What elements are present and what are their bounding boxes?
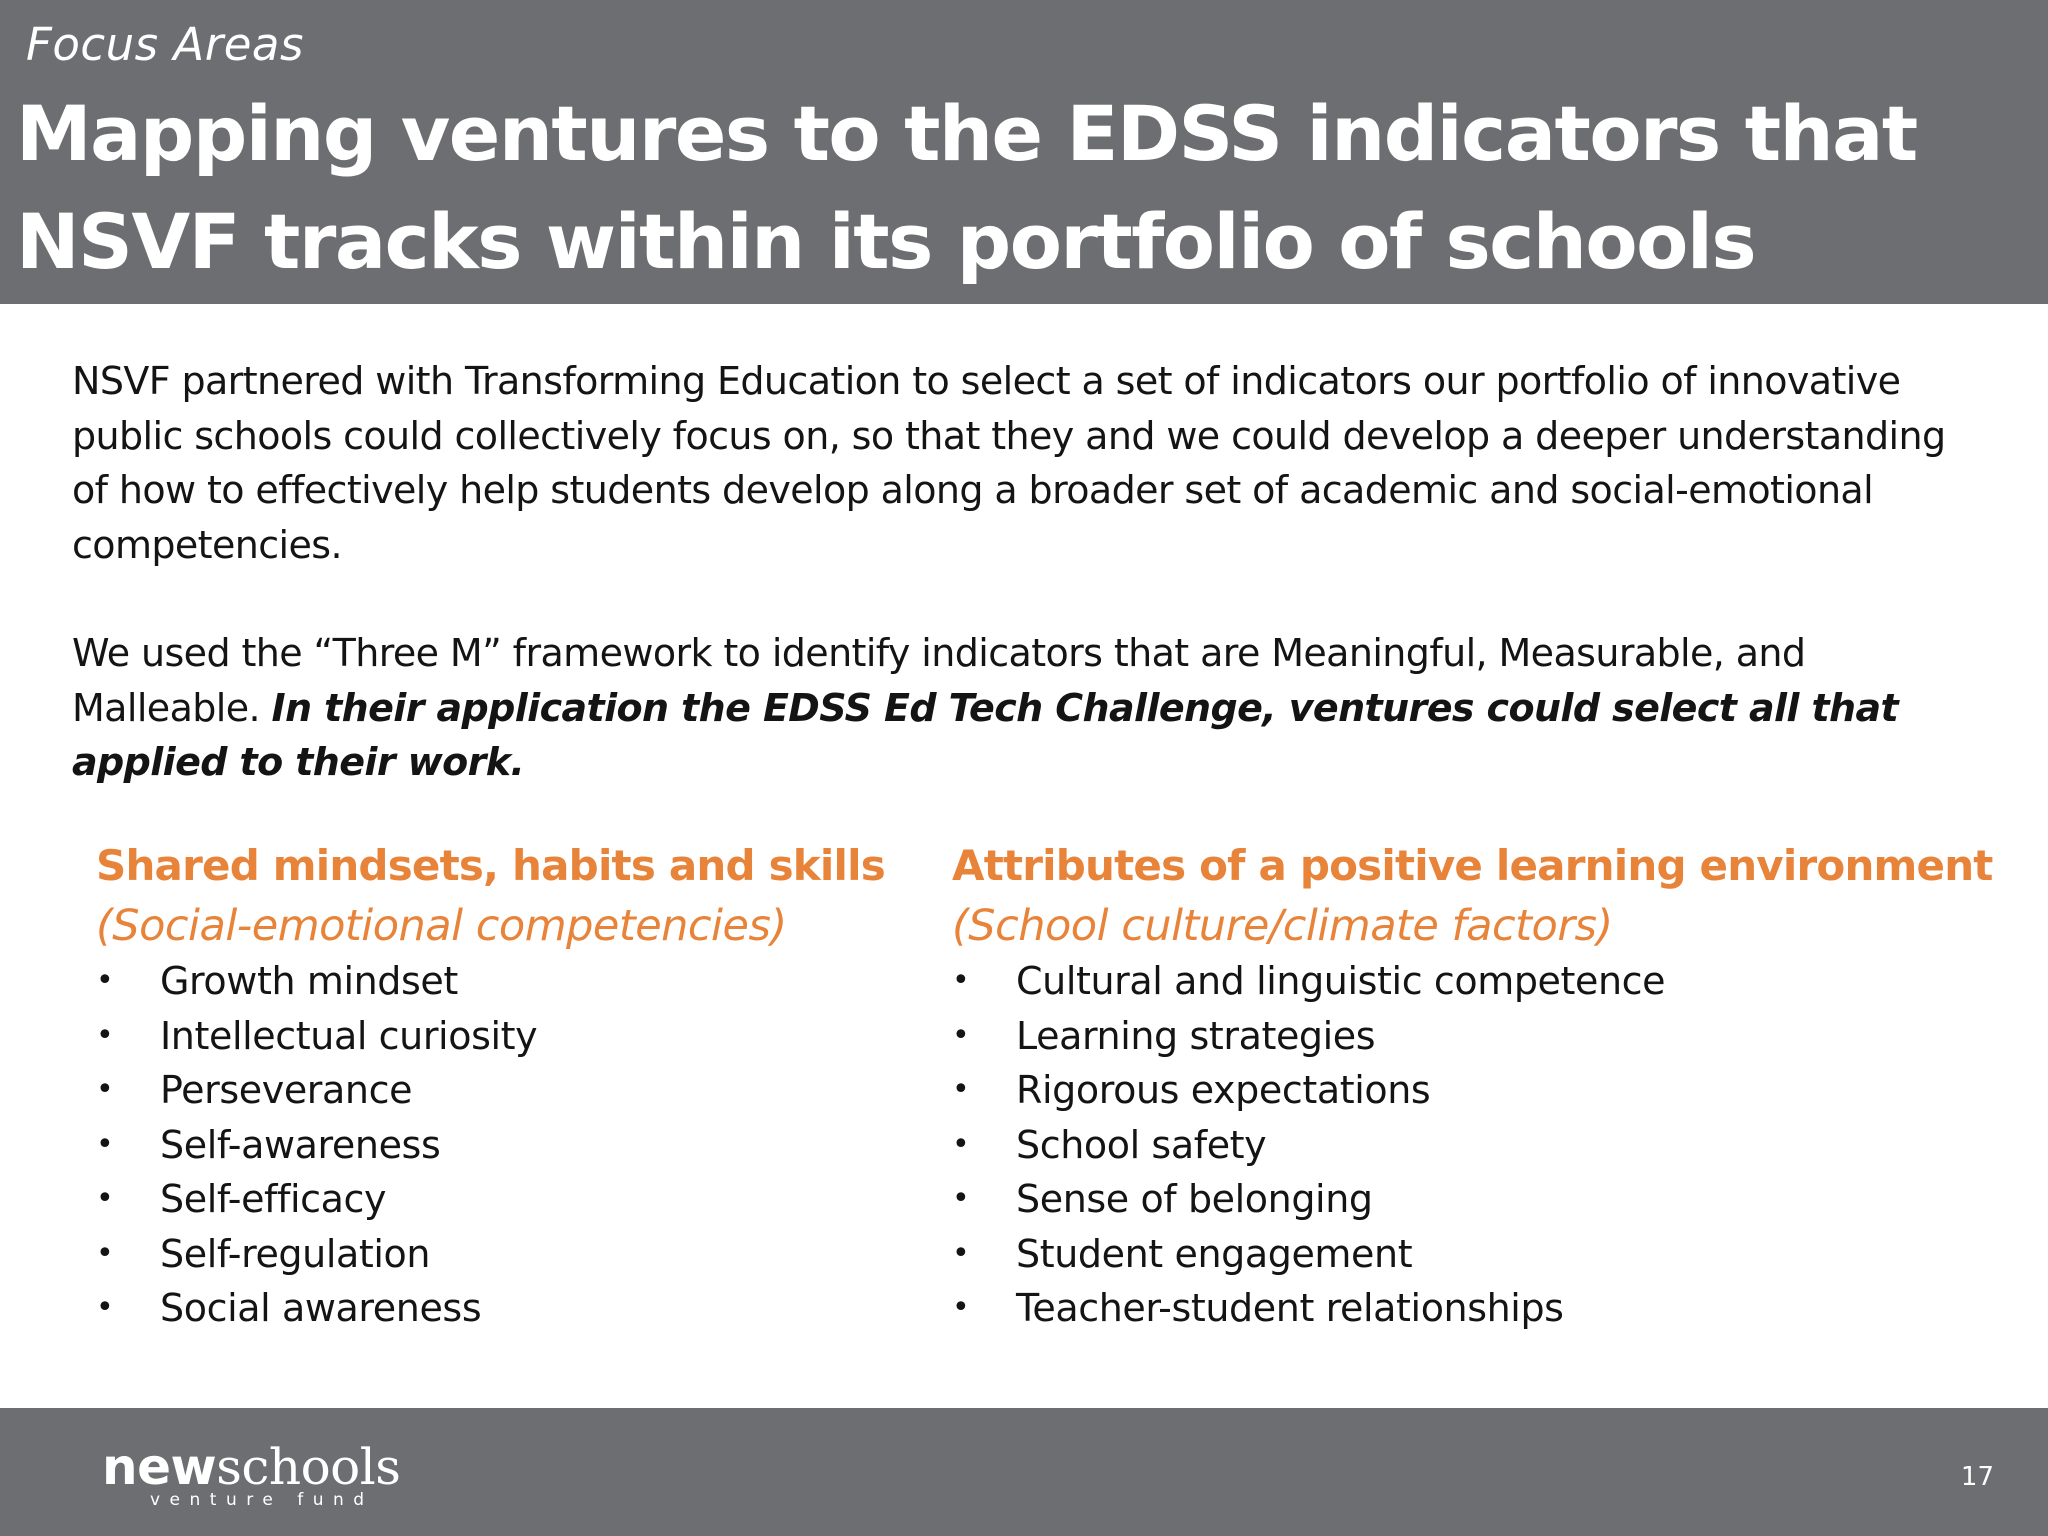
logo-tagline: venture fund bbox=[150, 1490, 374, 1510]
header-bar bbox=[0, 0, 2048, 304]
list-item bbox=[96, 1281, 916, 1336]
newschools-logo bbox=[102, 1440, 400, 1510]
list-item-label: Rigorous expectations bbox=[1016, 1068, 1431, 1112]
list-item-label: Sense of belonging bbox=[1016, 1177, 1373, 1221]
bullet-list bbox=[96, 954, 916, 1336]
list-item-label: Self-regulation bbox=[160, 1231, 431, 1276]
slide-title: Mapping ventures to the EDSS indicators that NSVF tracks within its portfolio of schools bbox=[16, 89, 1917, 286]
list-item-label: Cultural and linguistic competence bbox=[1016, 959, 1666, 1003]
bullet-icon: • bbox=[952, 1181, 970, 1216]
framework-paragraph bbox=[72, 626, 1992, 790]
framework-emphasis: In their application the EDSS Ed Tech Challenge, ventures could select all that applied to their work. bbox=[72, 685, 1899, 784]
list-item-label: Social awareness bbox=[160, 1286, 482, 1330]
list-item-label: Perseverance bbox=[160, 1068, 413, 1112]
list-item bbox=[952, 1281, 2012, 1336]
column-subheading: (School culture/climate factors) bbox=[952, 901, 1613, 951]
bullet-list bbox=[952, 954, 2012, 1336]
bullet-icon: • bbox=[952, 1072, 970, 1107]
column-heading: Shared mindsets, habits and skills bbox=[96, 841, 885, 890]
column-subheading: (Social-emotional competencies) bbox=[96, 901, 787, 951]
list-item-label: Student engagement bbox=[1016, 1231, 1413, 1276]
bullet-icon: • bbox=[96, 1235, 114, 1271]
column-learning-environment bbox=[952, 836, 2012, 1336]
list-item bbox=[952, 1009, 2012, 1064]
list-item bbox=[96, 954, 916, 1009]
column-heading: Attributes of a positive learning environment bbox=[952, 841, 1993, 890]
list-item bbox=[96, 1009, 916, 1064]
logo-wordmark bbox=[102, 1440, 400, 1494]
bullet-icon: • bbox=[96, 1181, 114, 1216]
bullet-icon: • bbox=[96, 1126, 114, 1162]
bullet-icon: • bbox=[952, 1290, 970, 1325]
bullet-icon: • bbox=[96, 1072, 114, 1107]
list-item bbox=[952, 1172, 2012, 1227]
list-item-label: Intellectual curiosity bbox=[160, 1013, 538, 1058]
bullet-icon: • bbox=[952, 1235, 970, 1271]
list-item-label: Self-awareness bbox=[160, 1122, 441, 1167]
list-item bbox=[96, 1172, 916, 1227]
bullet-icon: • bbox=[96, 963, 114, 998]
list-item-label: Growth mindset bbox=[160, 959, 458, 1003]
list-item bbox=[96, 1118, 916, 1173]
list-item-label: Learning strategies bbox=[1016, 1013, 1376, 1058]
list-item-label: Self-efficacy bbox=[160, 1177, 387, 1221]
list-item bbox=[952, 1063, 2012, 1118]
bullet-icon: • bbox=[96, 1290, 114, 1325]
logo-regular: schools bbox=[216, 1438, 401, 1496]
list-item bbox=[952, 1227, 2012, 1282]
list-item-label: School safety bbox=[1016, 1122, 1267, 1167]
framework-text: We used the “Three M” framework to identify indicators that are Meaningful, Measurable, and Malleable. bbox=[72, 631, 1806, 730]
bullet-icon: • bbox=[952, 1126, 970, 1162]
bullet-icon: • bbox=[952, 963, 970, 998]
page-number: 17 bbox=[1960, 1462, 1994, 1492]
list-item-label: Teacher-student relationships bbox=[1016, 1286, 1564, 1330]
logo-bold: new bbox=[102, 1438, 217, 1496]
list-item bbox=[952, 1118, 2012, 1173]
bullet-icon: • bbox=[96, 1017, 114, 1053]
list-item bbox=[952, 954, 2012, 1009]
list-item bbox=[96, 1063, 916, 1118]
bullet-icon: • bbox=[952, 1017, 970, 1053]
list-item bbox=[96, 1227, 916, 1282]
section-kicker: Focus Areas bbox=[26, 18, 304, 71]
column-social-emotional bbox=[96, 836, 916, 1336]
intro-paragraph: NSVF partnered with Transforming Education to select a set of indicators our portfolio of innovative public schools could collectively focus on, so that they and we could develop a deeper understanding of how to effectively help students develop along a broader set of academic and social-emotional competencies. bbox=[72, 359, 1946, 567]
